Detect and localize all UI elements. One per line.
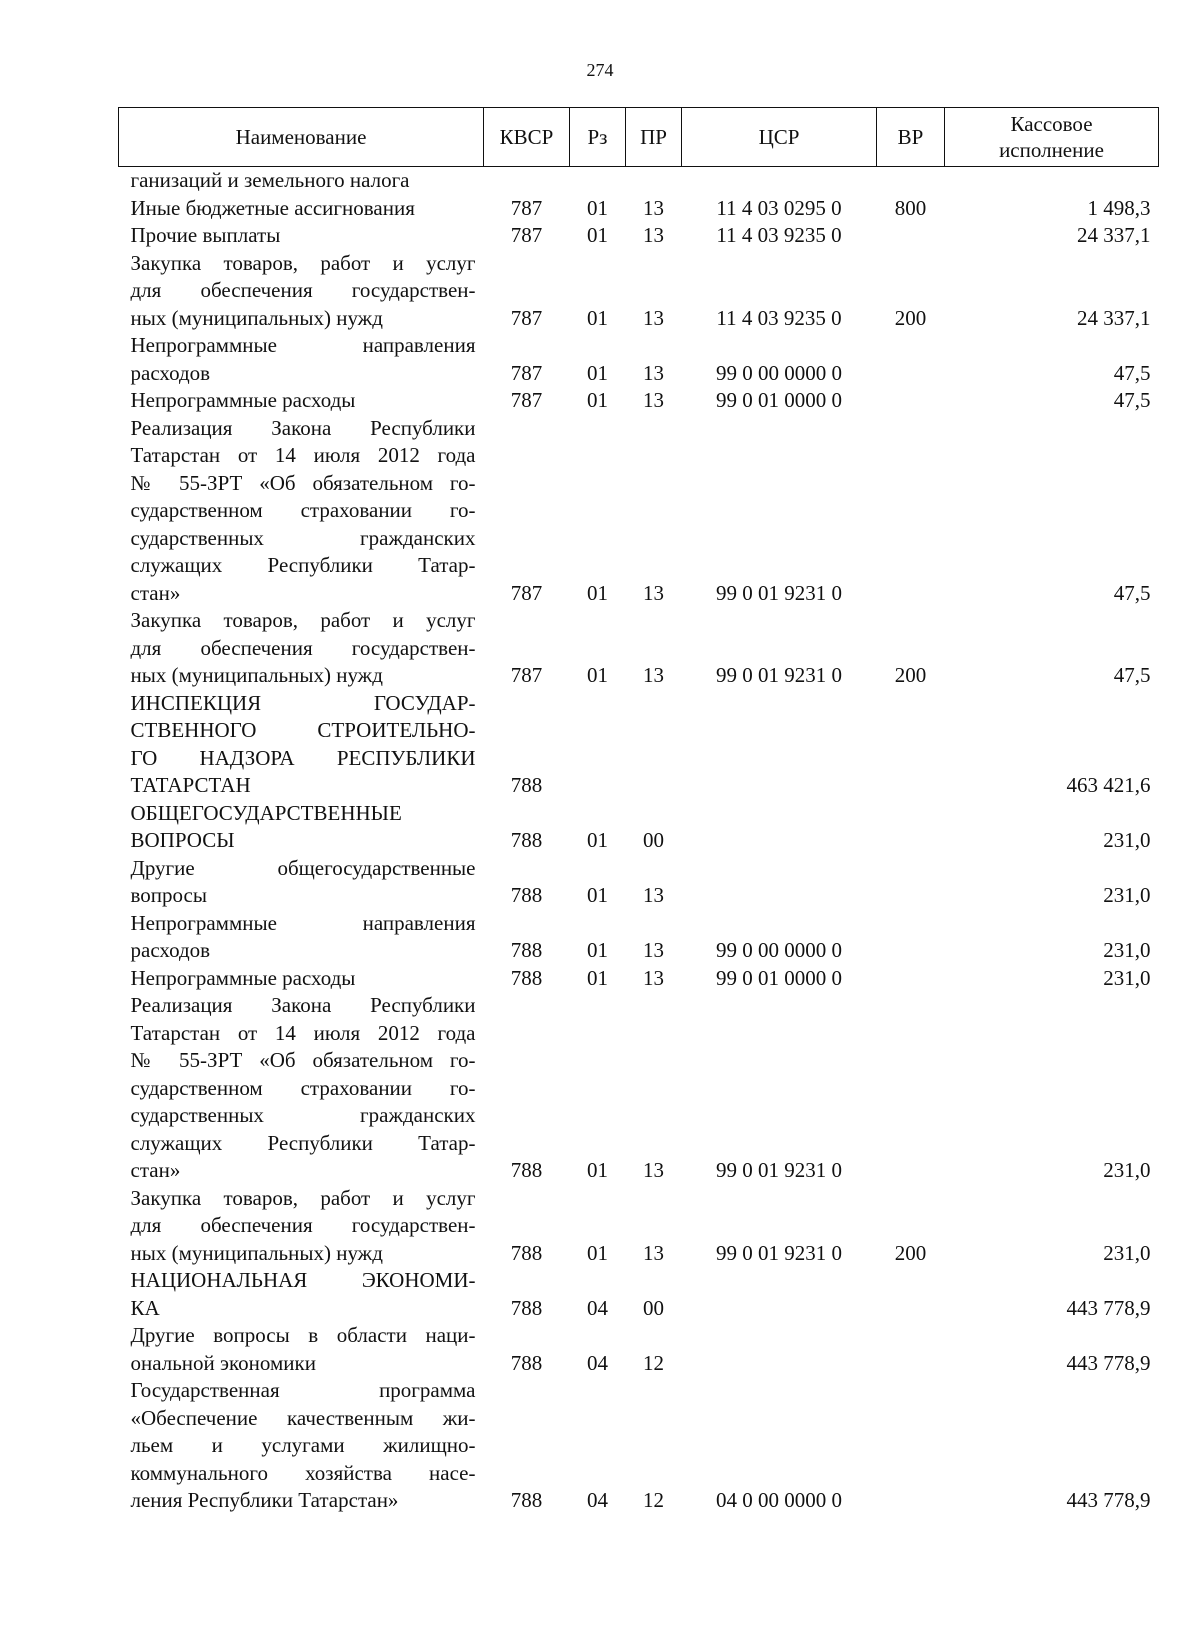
name-line: стан» [130,580,181,605]
name-line: Татарстан от 14 июля 2012 года [130,443,476,467]
name-line: Реализация Закона Республики [130,993,476,1017]
cell-vr: 800 [894,195,927,220]
cell-amount: 443 778,9 [1066,1350,1151,1375]
name-line: СТВЕННОГО СТРОИТЕЛЬНО- [130,718,476,742]
cell-vr: 200 [894,1240,927,1265]
cell-kvsr: 788 [510,883,543,907]
cell-amount: 24 337,1 [1077,223,1151,247]
name-line: Непрограммные направления [130,333,476,357]
name-line: ных (муниципальных) нужд [130,1240,383,1265]
table-row [119,855,1159,910]
row-name [119,415,484,608]
table-row [119,167,1159,195]
cell-pr: 13 [643,580,664,605]
name-line: ления Республики Татарстан» [130,1488,399,1512]
name-line: Закупка товаров, работ и услуг [130,250,476,275]
cell-vr [877,222,945,250]
cell-csr: 11 4 03 9235 0 [716,223,842,247]
table-row [119,222,1159,250]
name-line: для обеспечения государствен- [130,278,476,302]
cell-pr [626,167,682,195]
header-pr: ПР [626,108,682,167]
cell-kvsr: 787 [510,195,543,220]
row-name [119,965,484,993]
cell-rz: 01 [587,580,608,605]
cell-rz: 04 [587,1350,608,1375]
row-name [119,167,484,195]
name-line: ГО НАДЗОРА РЕСПУБЛИКИ [130,745,476,770]
name-line: № 55-ЗРТ «Об обязательном го- [130,470,476,495]
name-line: расходов [130,360,211,385]
cell-vr [877,1377,945,1515]
table-row [119,965,1159,993]
cell-vr [877,332,945,387]
name-line: ВОПРОСЫ [130,828,235,852]
cell-csr: 99 0 01 9231 0 [716,1158,842,1182]
cell-csr: 99 0 01 0000 0 [716,965,842,990]
cell-kvsr: 787 [510,663,543,687]
row-name [119,910,484,965]
cell-pr: 12 [643,1488,664,1512]
cell-kvsr: 788 [510,938,543,962]
row-name [119,855,484,910]
name-line: Другие вопросы в области наци- [130,1323,476,1347]
table-row [119,195,1159,223]
cell-pr: 00 [643,1295,664,1320]
cell-rz: 01 [587,223,608,247]
cell-vr [877,910,945,965]
cell-amount: 1 498,3 [1087,195,1151,220]
cell-rz: 01 [587,360,608,385]
header-vr: ВР [877,108,945,167]
cell-amount: 24 337,1 [1077,305,1151,330]
header-amount: Кассовое исполнение [945,108,1159,167]
cell-rz: 01 [587,828,608,852]
cell-amount: 231,0 [1103,1240,1151,1265]
table-body [119,167,1159,1515]
name-line: для обеспечения государствен- [130,1213,476,1237]
cell-pr: 13 [643,305,664,330]
cell-csr [682,1322,877,1377]
cell-pr: 13 [643,360,664,385]
name-line: Непрограммные расходы [130,965,356,990]
name-line: служащих Республики Татар- [130,1130,476,1155]
cell-vr [877,167,945,195]
cell-vr [877,415,945,608]
cell-csr: 11 4 03 0295 0 [716,195,842,220]
cell-amount: 231,0 [1103,828,1151,852]
cell-vr [877,387,945,415]
cell-vr [877,1322,945,1377]
cell-csr: 99 0 00 0000 0 [716,938,842,962]
cell-csr [682,800,877,855]
cell-pr: 13 [643,388,664,412]
cell-pr: 00 [643,828,664,852]
cell-amount: 231,0 [1103,938,1151,962]
table-row [119,250,1159,333]
cell-kvsr: 788 [510,773,543,797]
name-line: служащих Республики Татар- [130,553,476,577]
name-line: Реализация Закона Республики [130,415,476,440]
cell-kvsr: 787 [510,305,543,330]
row-name [119,1267,484,1322]
cell-pr: 13 [643,1240,664,1265]
row-name [119,800,484,855]
row-name [119,690,484,800]
cell-kvsr: 787 [510,360,543,385]
name-line: Другие общегосударственные [130,855,476,880]
name-line: НАЦИОНАЛЬНАЯ ЭКОНОМИ- [130,1268,476,1292]
page-number: 274 [586,60,614,80]
name-line: ОБЩЕГОСУДАРСТВЕННЫЕ [130,800,402,825]
cell-csr [682,167,877,195]
row-name [119,1377,484,1515]
name-line: ТАТАРСТАН [130,773,251,797]
cell-amount: 231,0 [1103,965,1151,990]
row-name [119,332,484,387]
cell-kvsr: 788 [510,828,543,852]
cell-amount: 47,5 [1113,388,1151,412]
row-name [119,1322,484,1377]
cell-rz: 01 [587,305,608,330]
cell-csr [682,690,877,800]
name-line: Непрограммные направления [130,910,476,935]
cell-csr: 99 0 01 9231 0 [716,580,842,605]
row-name [119,607,484,690]
cell-pr: 13 [643,1158,664,1182]
table-row [119,1377,1159,1515]
name-line: Закупка товаров, работ и услуг [130,608,476,632]
name-line: КА [130,1295,160,1320]
row-name [119,195,484,223]
cell-kvsr: 787 [510,580,543,605]
table-row [119,1267,1159,1322]
name-line: льем и услугами жилищно- [130,1433,476,1457]
row-name [119,1185,484,1268]
cell-kvsr [484,167,570,195]
cell-rz: 01 [587,195,608,220]
cell-vr [877,690,945,800]
cell-csr: 04 0 00 0000 0 [716,1488,842,1512]
name-line: ональной экономики [130,1350,316,1375]
cell-csr: 99 0 01 0000 0 [716,388,842,412]
row-name [119,222,484,250]
cell-amount: 231,0 [1103,883,1151,907]
name-line: для обеспечения государствен- [130,635,476,660]
cell-rz: 01 [587,938,608,962]
name-line: ных (муниципальных) нужд [130,305,383,330]
cell-amount: 231,0 [1103,1158,1151,1182]
name-line: ИНСПЕКЦИЯ ГОСУДАР- [130,690,476,715]
cell-pr: 12 [643,1350,664,1375]
name-line: Прочие выплаты [130,223,281,247]
name-line: сударственных гражданских [130,1103,476,1127]
header-rz: Рз [570,108,626,167]
cell-pr [626,690,682,800]
cell-amount [945,167,1159,195]
name-line: Иные бюджетные ассигнования [130,195,415,220]
cell-vr [877,855,945,910]
cell-vr: 200 [894,663,927,687]
cell-vr [877,800,945,855]
table-row [119,387,1159,415]
cell-vr [877,965,945,993]
table-row [119,607,1159,690]
cell-kvsr: 787 [510,223,543,247]
cell-rz: 01 [587,883,608,907]
cell-rz: 01 [587,388,608,412]
cell-rz: 01 [587,1240,608,1265]
name-line: сударственном страховании го- [130,498,476,522]
table-header-row [119,108,1159,167]
name-line: расходов [130,938,211,962]
row-name [119,387,484,415]
cell-rz [570,167,626,195]
cell-csr [682,855,877,910]
name-line: сударственном страховании го- [130,1075,476,1100]
cell-vr [877,1267,945,1322]
cell-pr: 13 [643,883,664,907]
cell-amount: 47,5 [1113,663,1151,687]
cell-rz: 04 [587,1488,608,1512]
cell-vr [877,992,945,1185]
cell-kvsr: 787 [510,388,543,412]
table-row [119,992,1159,1185]
cell-csr: 99 0 00 0000 0 [716,360,842,385]
table-row [119,1322,1159,1377]
header-csr: ЦСР [682,108,877,167]
cell-pr: 13 [643,965,664,990]
name-line: стан» [130,1158,181,1182]
cell-kvsr: 788 [510,965,543,990]
cell-pr: 13 [643,223,664,247]
cell-amount: 47,5 [1113,360,1151,385]
cell-csr [682,1267,877,1322]
name-line: ных (муниципальных) нужд [130,663,383,687]
header-kvsr: КВСР [484,108,570,167]
cell-rz: 01 [587,965,608,990]
row-name [119,250,484,333]
table-row [119,690,1159,800]
name-line: № 55-ЗРТ «Об обязательном го- [130,1048,476,1072]
cell-amount: 443 778,9 [1066,1488,1151,1512]
cell-kvsr: 788 [510,1158,543,1182]
cell-csr: 11 4 03 9235 0 [716,305,842,330]
cell-pr: 13 [643,195,664,220]
header-name: Наименование [119,108,484,167]
cell-pr: 13 [643,663,664,687]
name-line: Закупка товаров, работ и услуг [130,1185,476,1210]
cell-vr: 200 [894,305,927,330]
row-name [119,992,484,1185]
table-row [119,800,1159,855]
table-row [119,332,1159,387]
name-line: вопросы [130,883,207,907]
cell-rz: 01 [587,1158,608,1182]
name-line: Татарстан от 14 июля 2012 года [130,1020,476,1045]
cell-kvsr: 788 [510,1488,543,1512]
name-line: сударственных гражданских [130,525,476,550]
cell-rz [570,690,626,800]
cell-amount: 463 421,6 [1066,773,1151,797]
budget-table [118,107,1159,1515]
name-line: коммунального хозяйства насе- [130,1460,476,1485]
cell-kvsr: 788 [510,1350,543,1375]
table-row [119,1185,1159,1268]
cell-rz: 04 [587,1295,608,1320]
name-line: Государственная программа [130,1378,476,1402]
cell-rz: 01 [587,663,608,687]
cell-csr: 99 0 01 9231 0 [716,1240,842,1265]
cell-csr: 99 0 01 9231 0 [716,663,842,687]
name-line: «Обеспечение качественным жи- [130,1405,476,1430]
cell-kvsr: 788 [510,1295,543,1320]
name-line: Непрограммные расходы [130,388,356,412]
cell-kvsr: 788 [510,1240,543,1265]
cell-amount: 443 778,9 [1066,1295,1151,1320]
name-line: ганизаций и земельного налога [130,168,410,192]
cell-pr: 13 [643,938,664,962]
cell-amount: 47,5 [1113,580,1151,605]
table-row [119,415,1159,608]
table-row [119,910,1159,965]
